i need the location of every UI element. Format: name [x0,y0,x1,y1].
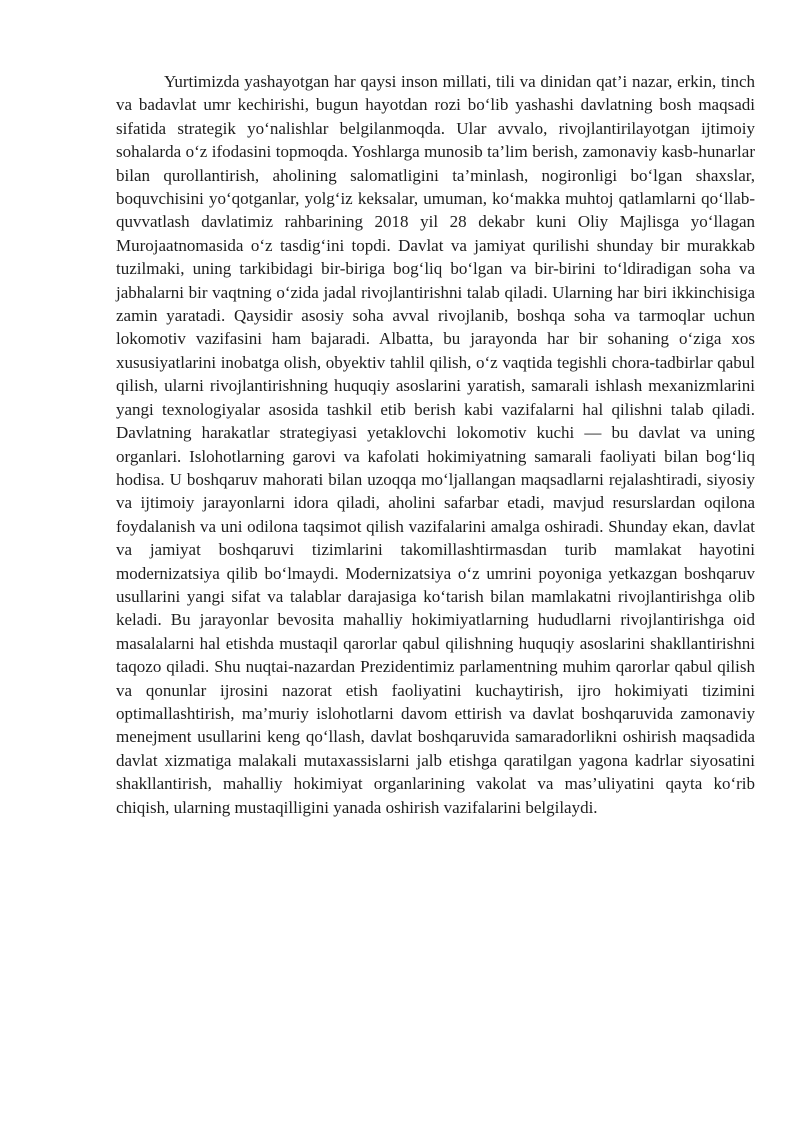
body-text [116,70,755,819]
paragraph: Yurtimizda yashayotgan har qaysi inson millati, tili va dinidan qat’i nazar, erkin, tinch va badavlat umr kechirishi, bugun hayotdan rozi bo‘lib yashashi davlatning bosh maqsadi sifatida strategik yo‘nalishlar belgilanmoqda. Ular avvalo, rivojlantirilayotgan ijtimoiy sohalarda o‘z ifodasini topmoqda. Yoshlarga munosib ta’lim berish, zamonaviy kasb-hunarlar bilan qurollantirish, aholining salomatligini ta’minlash, nogironligi bo‘lgan shaxslar, boquvchisini yo‘qotganlar, yolg‘iz keksalar, umuman, ko‘makka muhtoj qatlamlarni qo‘llab-quvvatlash davlatimiz rahbarining 2018 yil 28 dekabr kuni Oliy Majlisga yo‘llagan Murojaatnomasida o‘z tasdig‘ini topdi. Davlat va jamiyat qurilishi shunday bir murakkab tuzilmaki, uning tarkibidagi bir-biriga bog‘liq bo‘lgan va bir-birini to‘ldiradigan soha va jabhalarni bir vaqtning o‘zida jadal rivojlantirishni talab qiladi. Ularning har biri ikkinchisiga zamin yaratadi. Qaysidir asosiy soha avval rivojlanib, boshqa soha va tarmoqlar uchun lokomotiv vazifasini ham bajaradi. Albatta, bu jarayonda har bir sohaning o‘ziga xos xususiyatlarini inobatga olish, obyektiv tahlil qilish, o‘z vaqtida tegishli chora-tadbirlar qabul qilish, ularni rivojlantirishning huquqiy asoslarini yaratish, samarali ishlash mexanizmlarini yangi texnologiyalar asosida tashkil etib berish kabi vazifalarni hal qilishni talab qiladi. Davlatning harakatlar strategiyasi yetaklovchi lokomotiv kuchi — bu davlat va uning organlari. Islohotlarning garovi va kafolati hokimiyatning samarali faoliyati bilan bog‘liq hodisa. U boshqaruv mahorati bilan uzoqqa mo‘ljallangan maqsadlarni rejalashtiradi, siyosiy va ijtimoiy jarayonlarni idora qiladi, aholini safarbar etadi, mavjud resurslardan oqilona foydalanish va uni odilona taqsimot qilish vazifalarini amalga oshiradi. Shunday ekan, davlat va jamiyat boshqaruvi tizimlarini takomillashtirmasdan turib mamlakat hayotini modernizatsiya qilib bo‘lmaydi. Modernizatsiya o‘z umrini poyoniga yetkazgan boshqaruv usullarini yangi sifat va talablar darajasiga ko‘tarish bilan mamlakatni rivojlantirishga olib keladi. Bu jarayonlar bevosita mahalliy hokimiyatlarning hududlarni rivojlantirishga oid masalalarni hal etishda mustaqil qarorlar qabul qilishning huquqiy asoslarini shakllantirishni taqozo qiladi. Shu nuqtai-nazardan Prezidentimiz parlamentning muhim qarorlar qabul qilish va qonunlar ijrosini nazorat etish faoliyatini kuchaytirish, ijro hokimiyati tizimini optimallashtirish, ma’muriy islohotlarni davom ettirish va davlat boshqaruvida zamonaviy menejment usullarini keng qo‘llash, davlat boshqaruvida samaradorlikni oshirish maqsadida davlat xizmatiga malakali mutaxassislarni jalb etishga qaratilgan yagona kadrlar siyosatini shakllantirish, mahalliy hokimiyat organlarining vakolat va mas’uliyatini qayta ko‘rib chiqish, ularning mustaqilligini yanada oshirish vazifalarini belgilaydi. [116,72,755,817]
